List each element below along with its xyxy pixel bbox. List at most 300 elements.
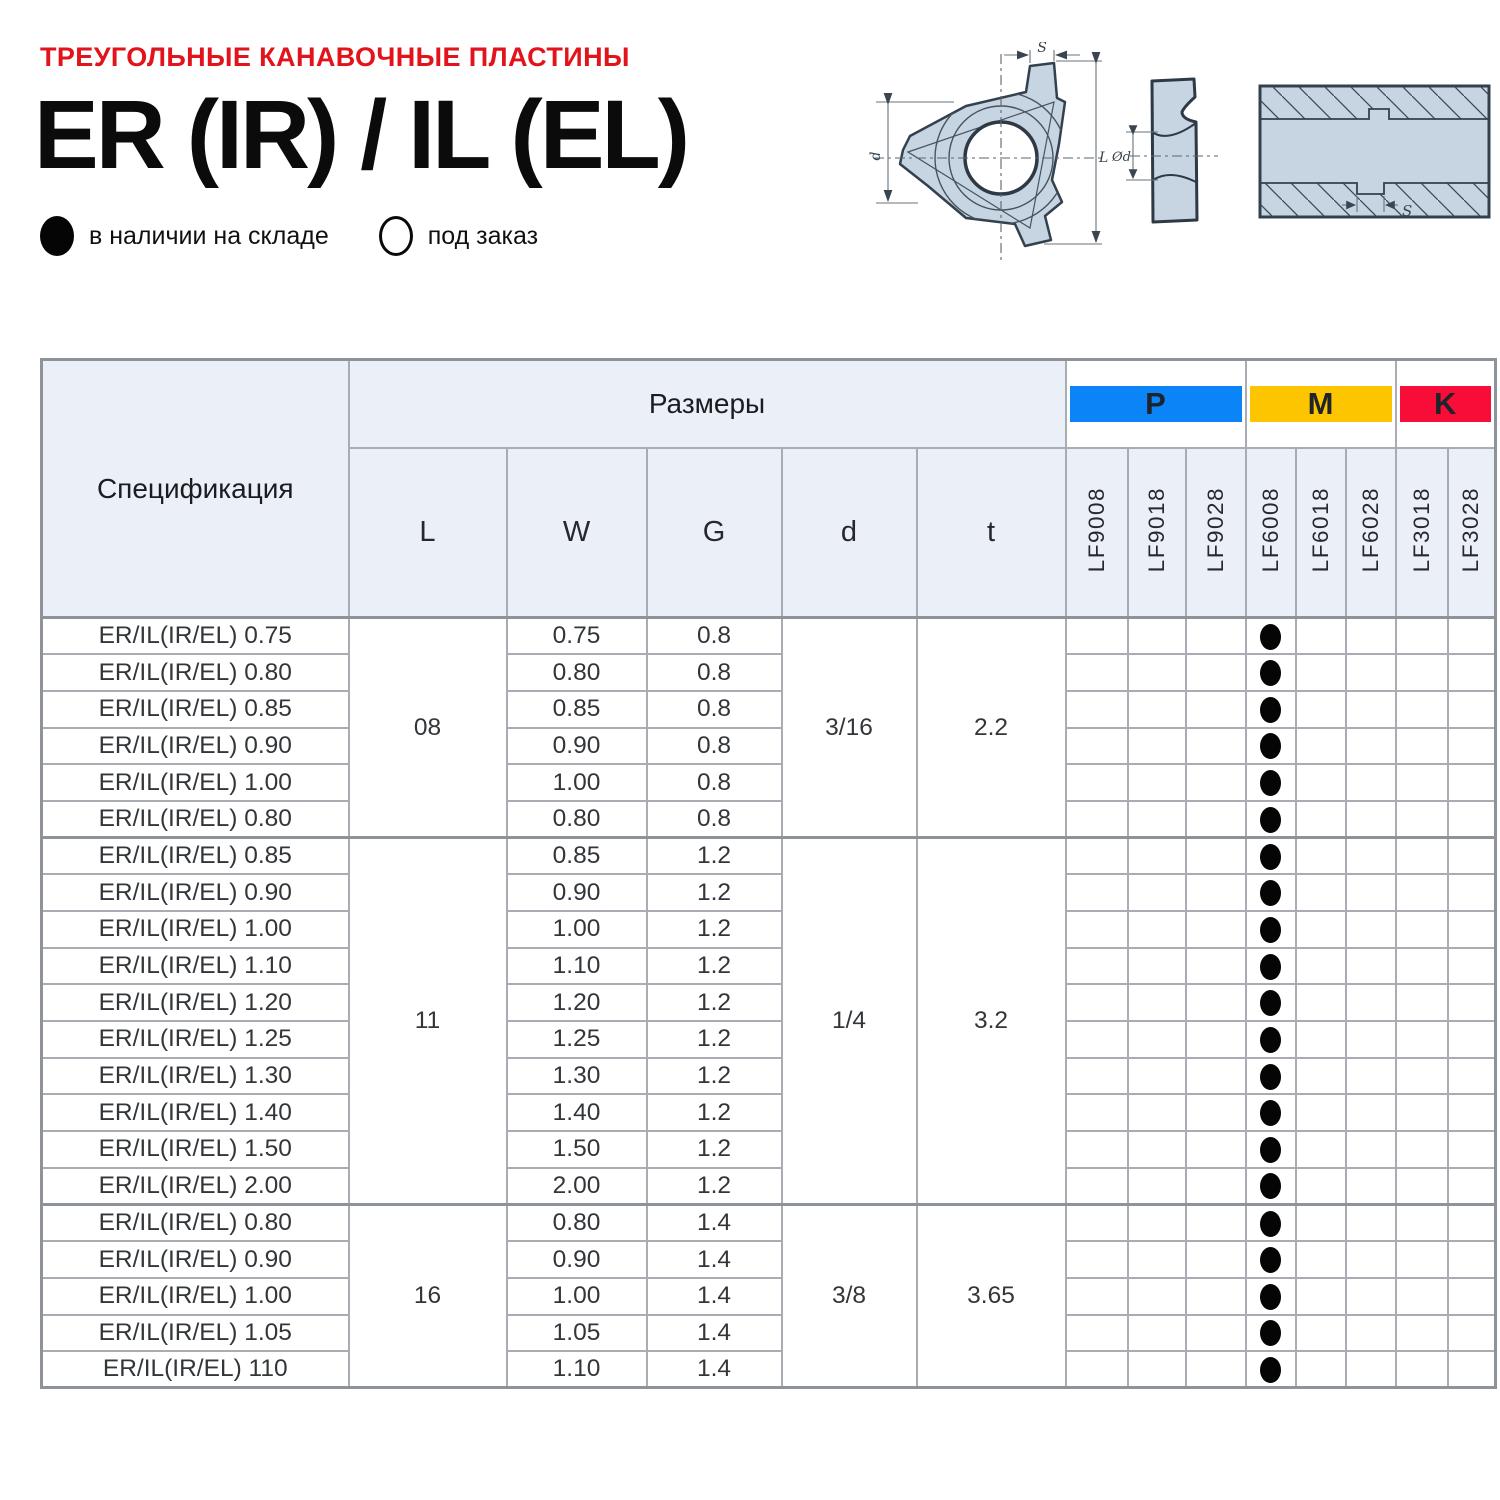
- grade-chip-k: K: [1400, 386, 1492, 422]
- grade-lf9008-cell: [1066, 654, 1128, 691]
- grade-lf9018-cell: [1128, 1241, 1186, 1278]
- spec-cell: ER/IL(IR/EL) 1.20: [42, 984, 349, 1021]
- grade-lf9028-cell: [1186, 1058, 1246, 1095]
- grade-lf3028-cell: [1448, 874, 1496, 911]
- dim-d-cell: 3/16: [782, 618, 917, 838]
- grade-lf9018-cell: [1128, 654, 1186, 691]
- grade-lf9008-cell: [1066, 984, 1128, 1021]
- grade-lf9028-cell: [1186, 1241, 1246, 1278]
- grade-lf9008-cell: [1066, 1058, 1128, 1095]
- grade-lf6028-cell: [1346, 1351, 1396, 1388]
- grade-chip-m: M: [1250, 386, 1392, 422]
- stock-dot: [1260, 770, 1281, 796]
- grade-lf6018-cell: [1296, 1058, 1346, 1095]
- grade-lf9008-cell: [1066, 691, 1128, 728]
- column-header-t: t: [917, 448, 1066, 618]
- grade-lf6018-cell: [1296, 764, 1346, 801]
- spec-cell: ER/IL(IR/EL) 0.85: [42, 838, 349, 875]
- grade-lf9028-cell: [1186, 948, 1246, 985]
- spec-cell: ER/IL(IR/EL) 0.85: [42, 691, 349, 728]
- grade-lf9018-cell: [1128, 911, 1186, 948]
- grade-lf6018-cell: [1296, 728, 1346, 765]
- grade-lf9008-cell: [1066, 618, 1128, 655]
- grade-lf6008-cell: [1246, 618, 1296, 655]
- grade-lf3018-cell: [1396, 1058, 1448, 1095]
- spec-cell: ER/IL(IR/EL) 0.75: [42, 618, 349, 655]
- column-header-lf6018: LF6018: [1296, 448, 1346, 618]
- grade-lf3028-cell: [1448, 1278, 1496, 1315]
- stock-dot: [1260, 1211, 1281, 1237]
- grade-lf6008-cell: [1246, 984, 1296, 1021]
- grade-lf3028-cell: [1448, 764, 1496, 801]
- grade-lf3018-cell: [1396, 764, 1448, 801]
- grade-lf9018-cell: [1128, 764, 1186, 801]
- dim-G-cell: 1.4: [647, 1205, 782, 1242]
- grade-lf3018-cell: [1396, 838, 1448, 875]
- grade-lf9008-cell: [1066, 1205, 1128, 1242]
- table-row: [42, 1351, 1496, 1388]
- grade-lf6018-cell: [1296, 838, 1346, 875]
- page-title: ER (IR) / IL (EL): [34, 80, 688, 189]
- dim-W-cell: 0.90: [507, 874, 647, 911]
- dim-d-cell: 3/8: [782, 1205, 917, 1388]
- grade-lf9018-cell: [1128, 874, 1186, 911]
- dim-L-cell: 11: [349, 838, 507, 1205]
- grade-lf3028-cell: [1448, 728, 1496, 765]
- dim-W-cell: 0.85: [507, 691, 647, 728]
- grade-lf9008-cell: [1066, 838, 1128, 875]
- grade-lf9008-cell: [1066, 728, 1128, 765]
- dim-G-cell: 1.4: [647, 1278, 782, 1315]
- category-title: ТРЕУГОЛЬНЫЕ КАНАВОЧНЫЕ ПЛАСТИНЫ: [40, 42, 630, 72]
- grade-lf6018-cell: [1296, 1241, 1346, 1278]
- grade-lf6028-cell: [1346, 728, 1396, 765]
- grade-lf3018-cell: [1396, 691, 1448, 728]
- stock-dot: [1260, 1284, 1281, 1310]
- table-row: [42, 1021, 1496, 1058]
- grade-lf6028-cell: [1346, 1278, 1396, 1315]
- grade-lf9028-cell: [1186, 1168, 1246, 1205]
- stock-dot: [1260, 990, 1281, 1016]
- grade-lf6018-cell: [1296, 874, 1346, 911]
- dim-W-cell: 1.00: [507, 1278, 647, 1315]
- grade-lf6028-cell: [1346, 1021, 1396, 1058]
- dim-t-cell: 2.2: [917, 618, 1066, 838]
- grade-lf3028-cell: [1448, 1315, 1496, 1352]
- grade-lf9018-cell: [1128, 1131, 1186, 1168]
- grade-lf3028-cell: [1448, 1205, 1496, 1242]
- table-row: [42, 874, 1496, 911]
- dim-d-cell: 1/4: [782, 838, 917, 1205]
- dim-G-cell: 1.4: [647, 1315, 782, 1352]
- dim-label-s: S: [1037, 42, 1047, 56]
- grade-lf9008-cell: [1066, 1241, 1128, 1278]
- table-row: [42, 984, 1496, 1021]
- grade-lf9018-cell: [1128, 1315, 1186, 1352]
- grade-lf9028-cell: [1186, 1094, 1246, 1131]
- grade-lf6028-cell: [1346, 1315, 1396, 1352]
- column-header-lf9028: LF9028: [1186, 448, 1246, 618]
- on-order-label: под заказ: [427, 221, 539, 250]
- grade-lf9018-cell: [1128, 618, 1186, 655]
- grade-lf6008-cell: [1246, 1351, 1296, 1388]
- table-row: [42, 728, 1496, 765]
- grade-lf6018-cell: [1296, 1021, 1346, 1058]
- stock-dot: [1260, 1320, 1281, 1346]
- grade-lf6028-cell: [1346, 911, 1396, 948]
- dim-G-cell: 1.2: [647, 838, 782, 875]
- dim-G-cell: 1.2: [647, 1094, 782, 1131]
- table-row: [42, 801, 1496, 838]
- dim-W-cell: 1.00: [507, 911, 647, 948]
- grade-lf9008-cell: [1066, 1351, 1128, 1388]
- grade-lf9018-cell: [1128, 984, 1186, 1021]
- insert-side-view-drawing: [1112, 58, 1257, 263]
- dim-L-cell: 16: [349, 1205, 507, 1388]
- stock-dot: [1260, 880, 1281, 906]
- column-header-specification: Спецификация: [42, 360, 349, 618]
- grade-lf3018-cell: [1396, 1241, 1448, 1278]
- grade-lf9008-cell: [1066, 1278, 1128, 1315]
- table-row: [42, 1278, 1496, 1315]
- spec-table-body: [42, 618, 1496, 1388]
- grade-lf3018-cell: [1396, 1205, 1448, 1242]
- dim-label-d: d: [868, 151, 884, 161]
- dim-G-cell: 0.8: [647, 691, 782, 728]
- dim-W-cell: 0.85: [507, 838, 647, 875]
- in-stock-label: в наличии на складе: [89, 221, 329, 250]
- column-header-L: L: [349, 448, 507, 618]
- grade-lf6028-cell: [1346, 1094, 1396, 1131]
- grade-lf6008-cell: [1246, 874, 1296, 911]
- grade-lf6028-cell: [1346, 874, 1396, 911]
- dim-W-cell: 1.20: [507, 984, 647, 1021]
- spec-cell: ER/IL(IR/EL) 110: [42, 1351, 349, 1388]
- dim-W-cell: 0.80: [507, 654, 647, 691]
- stock-dot: [1260, 1027, 1281, 1053]
- grade-lf6028-cell: [1346, 1058, 1396, 1095]
- stock-dot: [1260, 1173, 1281, 1199]
- table-row: [42, 654, 1496, 691]
- grade-lf3018-cell: [1396, 1021, 1448, 1058]
- spec-cell: ER/IL(IR/EL) 1.30: [42, 1058, 349, 1095]
- grade-lf6008-cell: [1246, 1205, 1296, 1242]
- grade-lf9018-cell: [1128, 691, 1186, 728]
- spec-table: [40, 358, 1497, 1389]
- grade-lf3018-cell: [1396, 654, 1448, 691]
- grade-lf9008-cell: [1066, 874, 1128, 911]
- spec-cell: ER/IL(IR/EL) 0.90: [42, 728, 349, 765]
- dim-G-cell: 1.2: [647, 1058, 782, 1095]
- grade-lf6028-cell: [1346, 801, 1396, 838]
- stock-dot: [1260, 624, 1281, 650]
- column-header-G: G: [647, 448, 782, 618]
- spec-cell: ER/IL(IR/EL) 1.40: [42, 1094, 349, 1131]
- grade-lf6018-cell: [1296, 1094, 1346, 1131]
- grade-lf6018-cell: [1296, 984, 1346, 1021]
- stock-dot: [1260, 660, 1281, 686]
- grade-header-p: [1066, 360, 1246, 448]
- bore-section-drawing: [1256, 70, 1496, 235]
- grade-lf6018-cell: [1296, 1278, 1346, 1315]
- stock-dot: [1260, 844, 1281, 870]
- grade-lf3018-cell: [1396, 911, 1448, 948]
- grade-lf6018-cell: [1296, 801, 1346, 838]
- grade-chip-p: P: [1070, 386, 1242, 422]
- dim-W-cell: 0.80: [507, 1205, 647, 1242]
- grade-lf6018-cell: [1296, 1351, 1346, 1388]
- grade-lf9018-cell: [1128, 948, 1186, 985]
- spec-cell: ER/IL(IR/EL) 1.00: [42, 764, 349, 801]
- dim-G-cell: 0.8: [647, 618, 782, 655]
- dim-G-cell: 1.4: [647, 1241, 782, 1278]
- table-row: [42, 618, 1496, 655]
- grade-lf6018-cell: [1296, 911, 1346, 948]
- grade-lf6018-cell: [1296, 1168, 1346, 1205]
- stock-dot: [1260, 1357, 1281, 1383]
- grade-lf9018-cell: [1128, 801, 1186, 838]
- insert-front-view-drawing: [858, 42, 1108, 270]
- grade-lf6008-cell: [1246, 1315, 1296, 1352]
- grade-lf3028-cell: [1448, 801, 1496, 838]
- grade-lf9018-cell: [1128, 838, 1186, 875]
- grade-lf9018-cell: [1128, 1094, 1186, 1131]
- grade-lf9028-cell: [1186, 764, 1246, 801]
- column-header-lf6008: LF6008: [1246, 448, 1296, 618]
- header-row-top: [42, 360, 1496, 448]
- grade-lf3018-cell: [1396, 728, 1448, 765]
- table-row: [42, 1131, 1496, 1168]
- column-header-lf3028: LF3028: [1448, 448, 1496, 618]
- dim-G-cell: 0.8: [647, 654, 782, 691]
- grade-lf3018-cell: [1396, 948, 1448, 985]
- grade-lf9028-cell: [1186, 838, 1246, 875]
- grade-lf3028-cell: [1448, 618, 1496, 655]
- spec-cell: ER/IL(IR/EL) 2.00: [42, 1168, 349, 1205]
- grade-lf6018-cell: [1296, 1205, 1346, 1242]
- spec-cell: ER/IL(IR/EL) 1.10: [42, 948, 349, 985]
- grade-lf6008-cell: [1246, 728, 1296, 765]
- grade-lf3018-cell: [1396, 874, 1448, 911]
- stock-dot: [1260, 1064, 1281, 1090]
- table-row: [42, 838, 1496, 875]
- grade-lf6008-cell: [1246, 1094, 1296, 1131]
- grade-lf6008-cell: [1246, 691, 1296, 728]
- dim-label-l: L: [1099, 150, 1108, 166]
- spec-cell: ER/IL(IR/EL) 0.80: [42, 654, 349, 691]
- grade-lf6018-cell: [1296, 1131, 1346, 1168]
- dim-W-cell: 0.90: [507, 728, 647, 765]
- column-header-dimensions: Размеры: [349, 360, 1066, 448]
- grade-lf6028-cell: [1346, 691, 1396, 728]
- table-row: [42, 1205, 1496, 1242]
- stock-dot: [1260, 1137, 1281, 1163]
- dim-W-cell: 1.00: [507, 764, 647, 801]
- grade-lf6008-cell: [1246, 1168, 1296, 1205]
- spec-cell: ER/IL(IR/EL) 0.90: [42, 874, 349, 911]
- dim-W-cell: 2.00: [507, 1168, 647, 1205]
- dim-W-cell: 1.40: [507, 1094, 647, 1131]
- grade-lf6028-cell: [1346, 1205, 1396, 1242]
- on-order-circle-icon: [379, 216, 413, 256]
- grade-lf3018-cell: [1396, 1094, 1448, 1131]
- dim-W-cell: 1.50: [507, 1131, 647, 1168]
- grade-lf9008-cell: [1066, 911, 1128, 948]
- table-row: [42, 1241, 1496, 1278]
- grade-lf3028-cell: [1448, 911, 1496, 948]
- stock-dot: [1260, 954, 1281, 980]
- grade-lf9028-cell: [1186, 1131, 1246, 1168]
- dim-label-groove-s: S: [1402, 202, 1413, 220]
- grade-lf6008-cell: [1246, 838, 1296, 875]
- table-row: [42, 948, 1496, 985]
- grade-header-m: [1246, 360, 1396, 448]
- grade-lf3028-cell: [1448, 1021, 1496, 1058]
- grade-lf6028-cell: [1346, 1168, 1396, 1205]
- spec-cell: ER/IL(IR/EL) 1.05: [42, 1315, 349, 1352]
- dim-G-cell: 0.8: [647, 801, 782, 838]
- grade-lf9018-cell: [1128, 1205, 1186, 1242]
- grade-lf9028-cell: [1186, 1021, 1246, 1058]
- grade-lf9008-cell: [1066, 1094, 1128, 1131]
- spec-cell: ER/IL(IR/EL) 1.50: [42, 1131, 349, 1168]
- dim-t-cell: 3.65: [917, 1205, 1066, 1388]
- grade-lf6008-cell: [1246, 948, 1296, 985]
- grade-lf6028-cell: [1346, 618, 1396, 655]
- table-row: [42, 1058, 1496, 1095]
- dim-W-cell: 1.10: [507, 1351, 647, 1388]
- grade-lf9028-cell: [1186, 801, 1246, 838]
- dim-L-cell: 08: [349, 618, 507, 838]
- grade-lf9028-cell: [1186, 728, 1246, 765]
- spec-cell: ER/IL(IR/EL) 0.90: [42, 1241, 349, 1278]
- grade-lf3028-cell: [1448, 838, 1496, 875]
- dim-W-cell: 0.75: [507, 618, 647, 655]
- grade-lf9008-cell: [1066, 1315, 1128, 1352]
- grade-lf6028-cell: [1346, 984, 1396, 1021]
- grade-lf6028-cell: [1346, 764, 1396, 801]
- stock-dot: [1260, 917, 1281, 943]
- dim-W-cell: 0.80: [507, 801, 647, 838]
- grade-lf3018-cell: [1396, 1278, 1448, 1315]
- grade-lf3028-cell: [1448, 1241, 1496, 1278]
- table-row: [42, 764, 1496, 801]
- dim-G-cell: 1.2: [647, 911, 782, 948]
- grade-lf9028-cell: [1186, 1351, 1246, 1388]
- column-header-lf6028: LF6028: [1346, 448, 1396, 618]
- grade-lf9018-cell: [1128, 1278, 1186, 1315]
- grade-lf9028-cell: [1186, 1278, 1246, 1315]
- spec-cell: ER/IL(IR/EL) 1.00: [42, 911, 349, 948]
- dim-G-cell: 1.4: [647, 1351, 782, 1388]
- grade-lf9028-cell: [1186, 874, 1246, 911]
- dim-G-cell: 0.8: [647, 728, 782, 765]
- grade-lf3028-cell: [1448, 984, 1496, 1021]
- dim-t-cell: 3.2: [917, 838, 1066, 1205]
- grade-lf6018-cell: [1296, 618, 1346, 655]
- grade-lf6028-cell: [1346, 1131, 1396, 1168]
- grade-lf6018-cell: [1296, 654, 1346, 691]
- grade-lf6028-cell: [1346, 948, 1396, 985]
- side-body-outline: [1152, 79, 1197, 222]
- grade-lf9018-cell: [1128, 728, 1186, 765]
- grade-lf9028-cell: [1186, 618, 1246, 655]
- table-row: [42, 1168, 1496, 1205]
- grade-lf9008-cell: [1066, 764, 1128, 801]
- stock-legend: [40, 216, 538, 256]
- grade-lf3018-cell: [1396, 1168, 1448, 1205]
- grade-lf6008-cell: [1246, 764, 1296, 801]
- grade-lf6008-cell: [1246, 911, 1296, 948]
- grade-lf3028-cell: [1448, 1058, 1496, 1095]
- grade-lf9008-cell: [1066, 1131, 1128, 1168]
- grade-lf3028-cell: [1448, 654, 1496, 691]
- grade-lf6018-cell: [1296, 691, 1346, 728]
- column-header-lf9018: LF9018: [1128, 448, 1186, 618]
- grade-lf3018-cell: [1396, 801, 1448, 838]
- stock-dot: [1260, 733, 1281, 759]
- dim-G-cell: 1.2: [647, 948, 782, 985]
- table-row: [42, 1094, 1496, 1131]
- grade-lf9008-cell: [1066, 948, 1128, 985]
- dim-G-cell: 0.8: [647, 764, 782, 801]
- grade-lf9008-cell: [1066, 1168, 1128, 1205]
- grade-lf3018-cell: [1396, 1315, 1448, 1352]
- grade-lf6008-cell: [1246, 1131, 1296, 1168]
- grade-lf9028-cell: [1186, 984, 1246, 1021]
- column-header-lf9008: LF9008: [1066, 448, 1128, 618]
- dim-G-cell: 1.2: [647, 1131, 782, 1168]
- spec-cell: ER/IL(IR/EL) 0.80: [42, 801, 349, 838]
- dim-G-cell: 1.2: [647, 984, 782, 1021]
- in-stock-dot-icon: [40, 216, 74, 256]
- dim-W-cell: 1.30: [507, 1058, 647, 1095]
- grade-lf3028-cell: [1448, 1168, 1496, 1205]
- stock-dot: [1260, 1247, 1281, 1273]
- dim-label-diameter: Ød: [1112, 150, 1131, 165]
- grade-lf9028-cell: [1186, 654, 1246, 691]
- grade-lf9018-cell: [1128, 1058, 1186, 1095]
- column-header-d: d: [782, 448, 917, 618]
- grade-lf3018-cell: [1396, 1131, 1448, 1168]
- grade-lf3018-cell: [1396, 984, 1448, 1021]
- grade-lf9018-cell: [1128, 1168, 1186, 1205]
- grade-lf9008-cell: [1066, 1021, 1128, 1058]
- grade-lf3018-cell: [1396, 1351, 1448, 1388]
- dim-G-cell: 1.2: [647, 874, 782, 911]
- stock-dot: [1260, 697, 1281, 723]
- grade-lf6028-cell: [1346, 654, 1396, 691]
- grade-lf3028-cell: [1448, 1131, 1496, 1168]
- dim-G-cell: 1.2: [647, 1021, 782, 1058]
- grade-lf9028-cell: [1186, 691, 1246, 728]
- grade-lf6008-cell: [1246, 1058, 1296, 1095]
- grade-lf6028-cell: [1346, 1241, 1396, 1278]
- grade-lf9028-cell: [1186, 1315, 1246, 1352]
- spec-cell: ER/IL(IR/EL) 1.00: [42, 1278, 349, 1315]
- dim-W-cell: 1.25: [507, 1021, 647, 1058]
- grade-lf6018-cell: [1296, 948, 1346, 985]
- grade-lf3018-cell: [1396, 618, 1448, 655]
- table-row: [42, 911, 1496, 948]
- grade-lf3028-cell: [1448, 691, 1496, 728]
- column-header-W: W: [507, 448, 647, 618]
- dim-W-cell: 1.05: [507, 1315, 647, 1352]
- grade-lf3028-cell: [1448, 948, 1496, 985]
- grade-lf9018-cell: [1128, 1351, 1186, 1388]
- table-row: [42, 691, 1496, 728]
- grade-lf6008-cell: [1246, 1021, 1296, 1058]
